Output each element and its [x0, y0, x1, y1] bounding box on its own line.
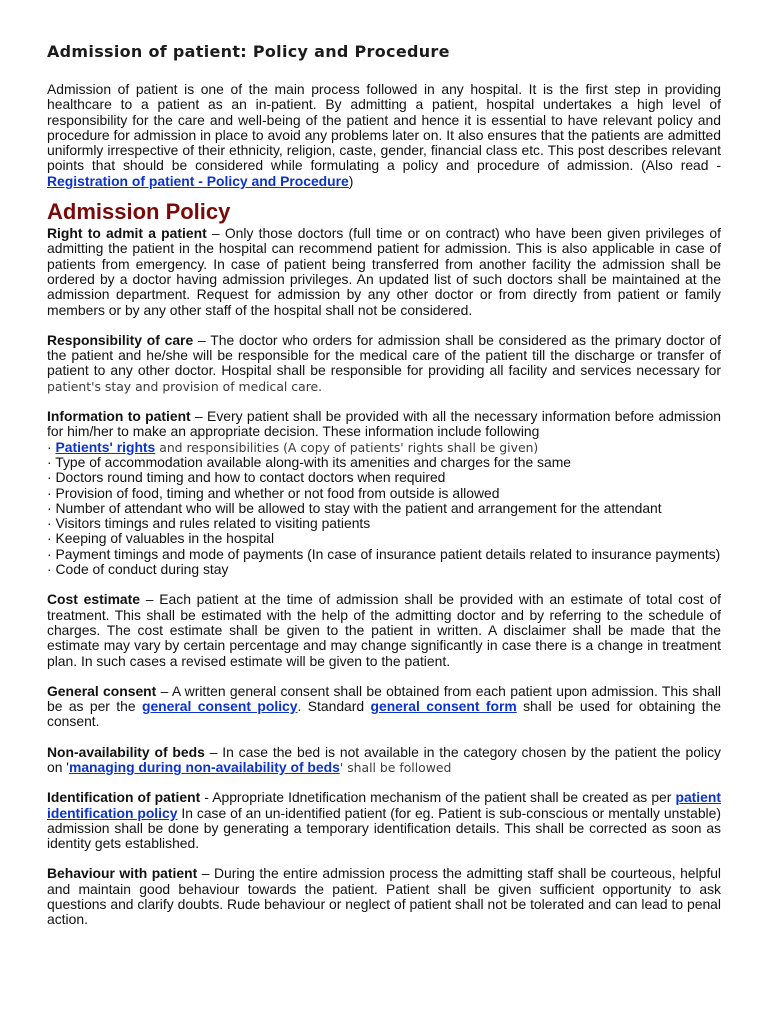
- patients-rights-link[interactable]: Patients' rights: [55, 438, 156, 455]
- list-item: · Payment timings and mode of payments (In case of insurance patient details related to insurance payments): [47, 545, 721, 562]
- intro-paragraph: [47, 82, 721, 189]
- list-item: · Visitors timings and rules related to visiting patients: [47, 515, 371, 532]
- general-consent-policy-link[interactable]: general consent policy: [141, 698, 298, 715]
- right-to-admit-text: – Only those doctors (full time or on contract) who have been given privileges of admitting the patient in the hospital can recommend patient for admission. This is also applicable in case of patients from emergency. In case of patient being transferred from another facility the admission shall be ordered by a doctor having admission privileges. An updated list of such doctors shall be maintained at the admission department. Request for admission by any other doctor or from directly from patient or family members or by any other staff of the hospital shall not be considered.: [47, 225, 721, 318]
- non-availability-beds-link[interactable]: managing during non-availability of beds: [68, 758, 340, 775]
- responsibility-text-end: patient's stay and provision of medical care.: [47, 378, 323, 394]
- general-consent-text-end: shall be used for obtaining the consent.: [47, 698, 721, 730]
- behaviour-term: Behaviour with patient: [47, 865, 198, 882]
- information-list: [47, 440, 721, 578]
- cost-estimate-section: [47, 592, 721, 668]
- right-to-admit-term: Right to admit a patient: [47, 225, 207, 242]
- list-item: · Provision of food, timing and whether or not food from outside is allowed: [47, 484, 500, 501]
- identification-text: - Appropriate Idnetification mechanism of the patient shall be created as per: [200, 789, 676, 806]
- list-item: · Number of attendant who will be allowed to stay with the patient and arrangement for the attendant: [47, 499, 662, 516]
- cost-estimate-term: Cost estimate: [47, 591, 140, 608]
- general-consent-term: General consent: [47, 682, 157, 699]
- identification-term: Identification of patient: [47, 789, 201, 806]
- identification-text-end: In case of an un-identified patient (for eg. Patient is sub-conscious or mentally unstable) admission shall be done by generating a temporary identification details. This shall be corrected as soon as identity gets established.: [47, 804, 721, 852]
- identification-section: [47, 790, 721, 851]
- patient-identification-policy-link[interactable]: patient identification policy: [47, 789, 721, 821]
- responsibility-section: [47, 333, 721, 394]
- behaviour-text: – During the entire admission process the admitting staff shall be courteous, helpful and maintain good behaviour towards the patient. Patient shall be given sufficient opportunity to ask questions and clarify doubts. Rude behaviour or neglect of patient shall not be tolerated and can lead to penal action.: [47, 865, 722, 928]
- section-heading: Admission Policy: [47, 199, 231, 225]
- non-availability-text-end: ' shall be followed: [339, 759, 452, 775]
- non-availability-text: – In case the bed is not available in the category chosen by the patient the policy on ': [47, 743, 721, 775]
- intro-closing: ): [348, 172, 354, 189]
- list-item: · Keeping of valuables in the hospital: [47, 530, 275, 547]
- non-availability-section: [47, 745, 721, 776]
- bullet-dot: ·: [47, 438, 56, 455]
- responsibility-term: Responsibility of care: [47, 331, 194, 348]
- intro-text: Admission of patient is one of the main process followed in any hospital. It is the first step in providing healthcare to a patient as an in-patient. By admitting a patient, hospital undertakes a high level of responsibility for the care and well-being of the patient and hence it is essential to have relevant policy and procedure for admission in place to avoid any problems later on. It also ensures that the patients are admitted uniformly irrespective of their ethnicity, religion, caste, gender, financial class etc. This post describes relevant points that should be considered while formulating a policy and procedure of admission. (Also read -: [47, 81, 721, 174]
- information-text: – Every patient shall be provided with all the necessary information before admission for him/her to make an appropriate decision. These information include following: [47, 408, 721, 440]
- general-consent-text-mid: . Standard: [297, 698, 371, 715]
- responsibility-text: – The doctor who orders for admission shall be considered as the primary doctor of the patient and he/she will be responsible for the medical care of the patient till the discharge or transfer of patient to any other doctor. Hospital shall be responsible for providing all facility and services necessary for: [47, 331, 721, 379]
- list-item: · Type of accommodation available along-with its amenities and charges for the same: [47, 453, 572, 470]
- patients-rights-rest: and responsibilities (A copy of patients' rights shall be given): [155, 439, 539, 455]
- cost-estimate-text: – Each patient at the time of admission shall be provided with an estimate of total cost of treatment. This shall be estimated with the help of the admitting doctor and by referring to the schedule of charges. The cost estimate shall be given to the patient in written. A disclaimer shall be made that the estimate may vary by certain percentage and may change significantly in case there is a change in treatment plan. In such cases a revised estimate will be given to the patient.: [47, 591, 721, 669]
- registration-policy-link[interactable]: Registration of patient - Policy and Procedure: [47, 172, 349, 189]
- general-consent-section: [47, 684, 721, 730]
- list-item: · Code of conduct during stay: [47, 561, 229, 578]
- list-item: [47, 440, 721, 455]
- information-term: Information to patient: [47, 408, 191, 425]
- list-item: · Doctors round timing and how to contact doctors when required: [47, 469, 446, 486]
- general-consent-text: – A written general consent shall be obtained from each patient upon admission. This shall be as per the: [47, 682, 721, 715]
- non-availability-term: Non-availability of beds: [47, 743, 205, 760]
- general-consent-form-link[interactable]: general consent form: [370, 698, 517, 715]
- information-section: [47, 409, 721, 577]
- behaviour-section: [47, 866, 721, 927]
- page-title: Admission of patient: Policy and Procedure: [47, 42, 450, 61]
- right-to-admit-section: [47, 226, 721, 318]
